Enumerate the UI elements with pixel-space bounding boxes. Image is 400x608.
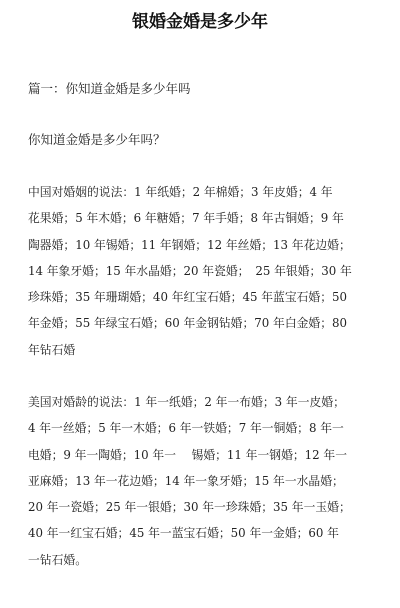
paragraph-line: 40 年一红宝石婚；45 年一蓝宝石婚；50 年一金婚；60 年 xyxy=(28,526,339,541)
paragraph-line: 4 年一丝婚；5 年一木婚；6 年一铁婚；7 年一铜婚；8 年一 xyxy=(28,421,344,436)
us-anniversary-paragraph xyxy=(28,389,380,573)
paragraph-line: 花果婚；5 年木婚；6 年糖婚；7 年手婚；8 年古铜婚；9 年 xyxy=(28,211,344,226)
paragraph-line: 年钻石婚 xyxy=(28,342,76,357)
paragraph-line: 美国对婚龄的说法：1 年一纸婚；2 年一布婚；3 年一皮婚； xyxy=(28,395,345,409)
paragraph-line: 20 年一瓷婚；25 年一银婚；30 年一珍珠婚；35 年一玉婚； xyxy=(28,500,351,515)
section-heading: 篇一：你知道金婚是多少年吗 xyxy=(28,81,191,96)
document-title: 银婚金婚是多少年 xyxy=(132,12,268,32)
question-line: 你知道金婚是多少年吗？ xyxy=(28,132,166,147)
paragraph-line: 14 年象牙婚；15 年水晶婚；20 年瓷婚； 25 年银婚；30 年 xyxy=(28,263,352,278)
paragraph-line: 中国对婚姻的说法：1 年纸婚；2 年棉婚；3 年皮婚；4 年 xyxy=(28,185,333,199)
paragraph-line: 年金婚；55 年绿宝石婚；60 年金钢钻婚；70 年白金婚；80 xyxy=(28,316,348,331)
paragraph-line: 珍珠婚；35 年珊瑚婚；40 年红宝石婚；45 年蓝宝石婚；50 xyxy=(28,290,348,305)
paragraph-line: 电婚；9 年一陶婚；10 年一 锡婚；11 年一钢婚；12 年一 xyxy=(28,447,348,462)
paragraph-line: 亚麻婚；13 年一花边婚；14 年一象牙婚；15 年一水晶婚； xyxy=(28,473,344,488)
paragraph-line: 陶器婚；10 年锡婚；11 年钢婚；12 年丝婚；13 年花边婚； xyxy=(28,237,351,252)
china-anniversary-paragraph xyxy=(28,179,380,363)
paragraph-line: 一钻石婚。 xyxy=(28,552,87,567)
